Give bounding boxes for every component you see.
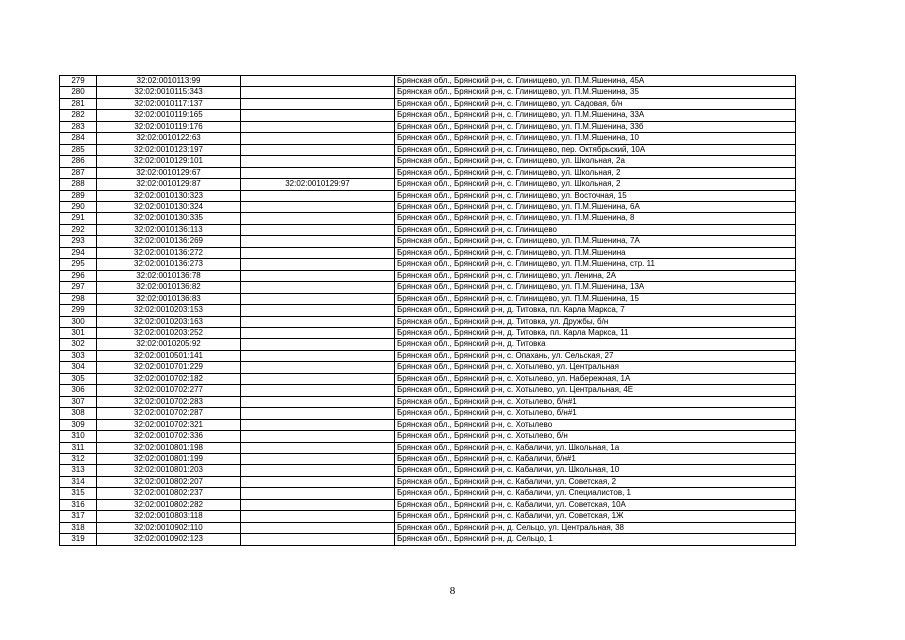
table-row	[60, 522, 796, 533]
table-row	[60, 167, 796, 178]
row-number-cell: 305	[60, 373, 97, 384]
row-number-cell: 304	[60, 362, 97, 373]
row-number-cell: 312	[60, 453, 97, 464]
related-cadastral-number-cell	[241, 316, 395, 327]
address-cell: Брянская обл., Брянский р-н, с. Кабаличи, ул. Школьная, 1а	[395, 442, 796, 453]
cadastral-number-cell: 32:02:0010136:273	[97, 259, 241, 270]
related-cadastral-number-cell	[241, 144, 395, 155]
related-cadastral-number-cell	[241, 408, 395, 419]
related-cadastral-number-cell	[241, 213, 395, 224]
row-number-cell: 302	[60, 339, 97, 350]
row-number-cell: 291	[60, 213, 97, 224]
cadastral-number-cell: 32:02:0010113:99	[97, 76, 241, 87]
table-row	[60, 121, 796, 132]
table-row	[60, 98, 796, 109]
cadastral-number-cell: 32:02:0010801:198	[97, 442, 241, 453]
row-number-cell: 296	[60, 270, 97, 281]
related-cadastral-number-cell	[241, 339, 395, 350]
related-cadastral-number-cell	[241, 373, 395, 384]
related-cadastral-number-cell	[241, 236, 395, 247]
related-cadastral-number-cell	[241, 293, 395, 304]
address-cell: Брянская обл., Брянский р-н, с. Глинищево, ул. Ленина, 2А	[395, 270, 796, 281]
row-number-cell: 317	[60, 511, 97, 522]
address-cell: Брянская обл., Брянский р-н, с. Опахань, ул. Сельская, 27	[395, 350, 796, 361]
cadastral-number-cell: 32:02:0010129:87	[97, 179, 241, 190]
table-row	[60, 327, 796, 338]
address-cell: Брянская обл., Брянский р-н, с. Глинищево, ул. П.М.Яшенина, 45А	[395, 76, 796, 87]
address-cell: Брянская обл., Брянский р-н, с. Глинищево, ул. П.М.Яшенина	[395, 247, 796, 258]
row-number-cell: 285	[60, 144, 97, 155]
address-cell: Брянская обл., Брянский р-н, д. Титовка, пл. Карла Маркса, 11	[395, 327, 796, 338]
table-row	[60, 499, 796, 510]
address-cell: Брянская обл., Брянский р-н, д. Титовка	[395, 339, 796, 350]
cadastral-number-cell: 32:02:0010129:67	[97, 167, 241, 178]
address-cell: Брянская обл., Брянский р-н, с. Хотылево, ул. Центральная, 4Е	[395, 385, 796, 396]
table-row	[60, 133, 796, 144]
related-cadastral-number-cell	[241, 534, 395, 545]
cadastral-number-cell: 32:02:0010902:110	[97, 522, 241, 533]
address-cell: Брянская обл., Брянский р-н, с. Глинищево	[395, 224, 796, 235]
table-row	[60, 385, 796, 396]
table-row	[60, 453, 796, 464]
cadastral-number-cell: 32:02:0010122:63	[97, 133, 241, 144]
table-row	[60, 224, 796, 235]
table-row	[60, 236, 796, 247]
address-cell: Брянская обл., Брянский р-н, с. Глинищево, ул. П.М.Яшенина, 8	[395, 213, 796, 224]
cadastral-number-cell: 32:02:0010136:83	[97, 293, 241, 304]
table-row	[60, 282, 796, 293]
related-cadastral-number-cell	[241, 87, 395, 98]
related-cadastral-number-cell	[241, 350, 395, 361]
table-row	[60, 339, 796, 350]
row-number-cell: 300	[60, 316, 97, 327]
row-number-cell: 316	[60, 499, 97, 510]
cadastral-number-cell: 32:02:0010136:82	[97, 282, 241, 293]
related-cadastral-number-cell	[241, 282, 395, 293]
table-row	[60, 362, 796, 373]
address-cell: Брянская обл., Брянский р-н, с. Хотылево	[395, 419, 796, 430]
cadastral-number-cell: 32:02:0010123:197	[97, 144, 241, 155]
row-number-cell: 286	[60, 156, 97, 167]
related-cadastral-number-cell	[241, 327, 395, 338]
table-row	[60, 293, 796, 304]
related-cadastral-number-cell	[241, 476, 395, 487]
cadastral-number-cell: 32:02:0010702:321	[97, 419, 241, 430]
table-row	[60, 465, 796, 476]
cadastral-number-cell: 32:02:0010702:182	[97, 373, 241, 384]
row-number-cell: 319	[60, 534, 97, 545]
row-number-cell: 292	[60, 224, 97, 235]
cadastral-number-cell: 32:02:0010802:282	[97, 499, 241, 510]
address-cell: Брянская обл., Брянский р-н, с. Кабаличи, б/н#1	[395, 453, 796, 464]
row-number-cell: 299	[60, 305, 97, 316]
address-cell: Брянская обл., Брянский р-н, с. Глинищево, ул. П.М.Яшенина, 7А	[395, 236, 796, 247]
related-cadastral-number-cell	[241, 98, 395, 109]
cadastral-number-cell: 32:02:0010501:141	[97, 350, 241, 361]
address-cell: Брянская обл., Брянский р-н, с. Кабаличи, ул. Советская, 2	[395, 476, 796, 487]
cadastral-number-cell: 32:02:0010801:199	[97, 453, 241, 464]
related-cadastral-number-cell	[241, 396, 395, 407]
related-cadastral-number-cell	[241, 110, 395, 121]
related-cadastral-number-cell	[241, 224, 395, 235]
address-cell: Брянская обл., Брянский р-н, с. Глинищево, ул. Восточная, 15	[395, 190, 796, 201]
cadastral-number-cell: 32:02:0010802:237	[97, 488, 241, 499]
address-cell: Брянская обл., Брянский р-н, с. Глинищево, ул. П.М.Яшенина, 10	[395, 133, 796, 144]
related-cadastral-number-cell	[241, 511, 395, 522]
cadastral-number-cell: 32:02:0010702:287	[97, 408, 241, 419]
row-number-cell: 281	[60, 98, 97, 109]
address-cell: Брянская обл., Брянский р-н, с. Кабаличи, ул. Специалистов, 1	[395, 488, 796, 499]
row-number-cell: 279	[60, 76, 97, 87]
table-row	[60, 179, 796, 190]
table-row	[60, 201, 796, 212]
table-row	[60, 373, 796, 384]
address-cell: Брянская обл., Брянский р-н, с. Глинищево, ул. П.М.Яшенина, 33А	[395, 110, 796, 121]
address-cell: Брянская обл., Брянский р-н, д. Титовка, ул. Дружбы, б/н	[395, 316, 796, 327]
row-number-cell: 315	[60, 488, 97, 499]
row-number-cell: 303	[60, 350, 97, 361]
cadastral-number-cell: 32:02:0010130:323	[97, 190, 241, 201]
table-row	[60, 419, 796, 430]
related-cadastral-number-cell	[241, 465, 395, 476]
address-cell: Брянская обл., Брянский р-н, с. Глинищево, ул. П.М.Яшенина, 6А	[395, 201, 796, 212]
address-cell: Брянская обл., Брянский р-н, с. Глинищево, ул. Садовая, б/н	[395, 98, 796, 109]
related-cadastral-number-cell	[241, 385, 395, 396]
cadastral-number-cell: 32:02:0010203:153	[97, 305, 241, 316]
table-row	[60, 534, 796, 545]
cadastral-number-cell: 32:02:0010129:101	[97, 156, 241, 167]
row-number-cell: 284	[60, 133, 97, 144]
table-row	[60, 305, 796, 316]
cadastral-number-cell: 32:02:0010119:176	[97, 121, 241, 132]
related-cadastral-number-cell	[241, 133, 395, 144]
row-number-cell: 289	[60, 190, 97, 201]
related-cadastral-number-cell	[241, 362, 395, 373]
related-cadastral-number-cell	[241, 270, 395, 281]
cadastral-number-cell: 32:02:0010136:269	[97, 236, 241, 247]
address-cell: Брянская обл., Брянский р-н, с. Кабаличи, ул. Советская, 1Ж	[395, 511, 796, 522]
row-number-cell: 309	[60, 419, 97, 430]
address-cell: Брянская обл., Брянский р-н, с. Хотылево, ул. Набережная, 1А	[395, 373, 796, 384]
address-cell: Брянская обл., Брянский р-н, с. Кабаличи, ул. Советская, 10А	[395, 499, 796, 510]
related-cadastral-number-cell	[241, 522, 395, 533]
address-cell: Брянская обл., Брянский р-н, с. Глинищево, ул. П.М.Яшенина, стр. 11	[395, 259, 796, 270]
related-cadastral-number-cell: 32:02:0010129:97	[241, 179, 395, 190]
cadastral-number-cell: 32:02:0010702:277	[97, 385, 241, 396]
address-cell: Брянская обл., Брянский р-н, д. Титовка, пл. Карла Маркса, 7	[395, 305, 796, 316]
row-number-cell: 301	[60, 327, 97, 338]
related-cadastral-number-cell	[241, 167, 395, 178]
table-row	[60, 259, 796, 270]
address-cell: Брянская обл., Брянский р-н, с. Глинищево, ул. Школьная, 2а	[395, 156, 796, 167]
row-number-cell: 293	[60, 236, 97, 247]
table-row	[60, 156, 796, 167]
address-cell: Брянская обл., Брянский р-н, с. Кабаличи, ул. Школьная, 10	[395, 465, 796, 476]
cadastral-number-cell: 32:02:0010701:229	[97, 362, 241, 373]
row-number-cell: 313	[60, 465, 97, 476]
table-row	[60, 442, 796, 453]
cadastral-number-cell: 32:02:0010115:343	[97, 87, 241, 98]
cadastral-number-cell: 32:02:0010203:252	[97, 327, 241, 338]
row-number-cell: 287	[60, 167, 97, 178]
table-row	[60, 213, 796, 224]
cadastral-number-cell: 32:02:0010205:92	[97, 339, 241, 350]
row-number-cell: 282	[60, 110, 97, 121]
cadastral-number-cell: 32:02:0010136:113	[97, 224, 241, 235]
related-cadastral-number-cell	[241, 442, 395, 453]
row-number-cell: 290	[60, 201, 97, 212]
row-number-cell: 283	[60, 121, 97, 132]
related-cadastral-number-cell	[241, 453, 395, 464]
table-row	[60, 316, 796, 327]
related-cadastral-number-cell	[241, 121, 395, 132]
table-row	[60, 247, 796, 258]
cadastral-number-cell: 32:02:0010702:283	[97, 396, 241, 407]
table-row	[60, 190, 796, 201]
table-row	[60, 396, 796, 407]
table-row	[60, 76, 796, 87]
address-cell: Брянская обл., Брянский р-н, с. Хотылево, б/н	[395, 431, 796, 442]
table-row	[60, 408, 796, 419]
related-cadastral-number-cell	[241, 190, 395, 201]
table-body	[60, 76, 796, 546]
cadastral-number-cell: 32:02:0010203:163	[97, 316, 241, 327]
table-row	[60, 270, 796, 281]
related-cadastral-number-cell	[241, 499, 395, 510]
related-cadastral-number-cell	[241, 247, 395, 258]
row-number-cell: 288	[60, 179, 97, 190]
cadastral-number-cell: 32:02:0010801:203	[97, 465, 241, 476]
row-number-cell: 298	[60, 293, 97, 304]
row-number-cell: 306	[60, 385, 97, 396]
cadastral-number-cell: 32:02:0010803:118	[97, 511, 241, 522]
address-cell: Брянская обл., Брянский р-н, с. Хотылево, б/н#1	[395, 396, 796, 407]
related-cadastral-number-cell	[241, 76, 395, 87]
row-number-cell: 308	[60, 408, 97, 419]
address-cell: Брянская обл., Брянский р-н, с. Глинищево, ул. П.М.Яшенина, 15	[395, 293, 796, 304]
address-cell: Брянская обл., Брянский р-н, с. Хотылево, ул. Центральная	[395, 362, 796, 373]
related-cadastral-number-cell	[241, 305, 395, 316]
related-cadastral-number-cell	[241, 488, 395, 499]
row-number-cell: 307	[60, 396, 97, 407]
address-cell: Брянская обл., Брянский р-н, с. Глинищево, ул. П.М.Яшенина, 35	[395, 87, 796, 98]
cadastral-number-cell: 32:02:0010130:324	[97, 201, 241, 212]
address-cell: Брянская обл., Брянский р-н, с. Глинищево, пер. Октябрьский, 10А	[395, 144, 796, 155]
row-number-cell: 310	[60, 431, 97, 442]
property-registry-table	[59, 75, 796, 546]
address-cell: Брянская обл., Брянский р-н, с. Хотылево, б/н#1	[395, 408, 796, 419]
row-number-cell: 318	[60, 522, 97, 533]
related-cadastral-number-cell	[241, 201, 395, 212]
related-cadastral-number-cell	[241, 259, 395, 270]
address-cell: Брянская обл., Брянский р-н, с. Глинищево, ул. Школьная, 2	[395, 167, 796, 178]
related-cadastral-number-cell	[241, 156, 395, 167]
table-row	[60, 87, 796, 98]
table-row	[60, 144, 796, 155]
address-cell: Брянская обл., Брянский р-н, с. Глинищево, ул. П.М.Яшенина, 13А	[395, 282, 796, 293]
address-cell: Брянская обл., Брянский р-н, д. Сельцо, ул. Центральная, 38	[395, 522, 796, 533]
address-cell: Брянская обл., Брянский р-н, д. Сельцо, 1	[395, 534, 796, 545]
table-row	[60, 350, 796, 361]
address-cell: Брянская обл., Брянский р-н, с. Глинищево, ул. П.М.Яшенина, 33б	[395, 121, 796, 132]
cadastral-number-cell: 32:02:0010902:123	[97, 534, 241, 545]
table-row	[60, 488, 796, 499]
address-cell: Брянская обл., Брянский р-н, с. Глинищево, ул. Школьная, 2	[395, 179, 796, 190]
row-number-cell: 314	[60, 476, 97, 487]
row-number-cell: 280	[60, 87, 97, 98]
table-row	[60, 110, 796, 121]
row-number-cell: 295	[60, 259, 97, 270]
cadastral-number-cell: 32:02:0010136:272	[97, 247, 241, 258]
cadastral-number-cell: 32:02:0010702:336	[97, 431, 241, 442]
related-cadastral-number-cell	[241, 431, 395, 442]
table-row	[60, 511, 796, 522]
cadastral-number-cell: 32:02:0010117:137	[97, 98, 241, 109]
row-number-cell: 294	[60, 247, 97, 258]
page-number: 8	[449, 585, 456, 597]
row-number-cell: 297	[60, 282, 97, 293]
table-row	[60, 476, 796, 487]
cadastral-number-cell: 32:02:0010136:78	[97, 270, 241, 281]
related-cadastral-number-cell	[241, 419, 395, 430]
cadastral-number-cell: 32:02:0010119:165	[97, 110, 241, 121]
row-number-cell: 311	[60, 442, 97, 453]
cadastral-number-cell: 32:02:0010130:335	[97, 213, 241, 224]
cadastral-number-cell: 32:02:0010802:207	[97, 476, 241, 487]
table-row	[60, 431, 796, 442]
